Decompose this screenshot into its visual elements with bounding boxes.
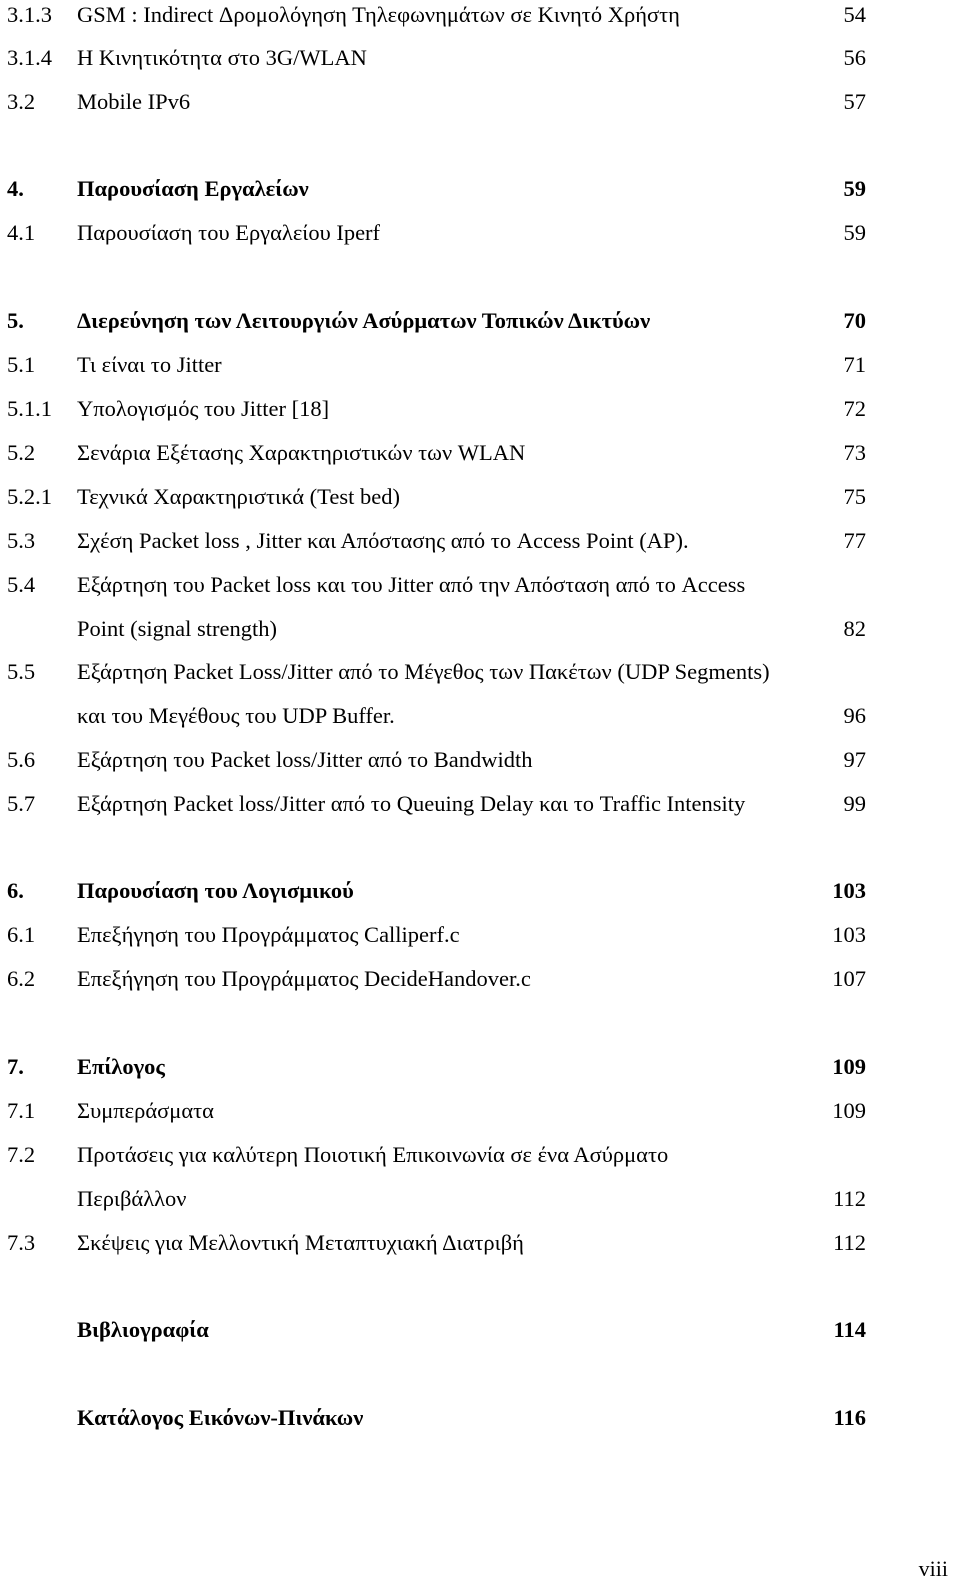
toc-entry-number: 5.6 — [7, 747, 36, 772]
toc-entry-number: 3.1.3 — [7, 2, 52, 27]
toc-entry-page: 59 — [843, 176, 866, 201]
toc-entry[interactable] — [0, 174, 960, 218]
toc-entry[interactable] — [0, 0, 960, 44]
toc-entry-title: Διερεύνηση των Λειτουργιών Ασύρματων Τοπικών Δικτύων — [77, 308, 651, 333]
toc-entry-title: Περιβάλλον — [77, 1186, 187, 1211]
toc-entry-number: 5.5 — [7, 659, 36, 684]
toc-entry-page: 75 — [843, 484, 866, 509]
toc-entry[interactable] — [0, 306, 960, 350]
toc-entry-number: 6.2 — [7, 966, 36, 991]
toc-entry-title: Παρουσίαση Εργαλείων — [77, 176, 309, 201]
toc-entry[interactable] — [0, 438, 960, 482]
toc-entry-page: 73 — [843, 440, 866, 465]
toc-entry-page: 116 — [833, 1405, 866, 1430]
toc-entry-number: 7.3 — [7, 1230, 36, 1255]
toc-entry-number: 5.3 — [7, 528, 36, 553]
toc-entry[interactable] — [0, 218, 960, 262]
toc-entry-page: 112 — [833, 1230, 866, 1255]
toc-entry-title: Η Κινητικότητα στο 3G/WLAN — [77, 45, 367, 70]
toc-entry-page: 71 — [843, 352, 866, 377]
toc-entry-title: Point (signal strength) — [77, 616, 277, 641]
toc-entry-number: 3.2 — [7, 89, 36, 114]
toc-entry-page: 82 — [843, 616, 866, 641]
toc-entry[interactable] — [0, 87, 960, 131]
toc-entry-number: 5.4 — [7, 572, 36, 597]
toc-entry[interactable] — [0, 482, 960, 526]
toc-entry-title: Σχέση Packet loss , Jitter και Απόστασης από το Access Point (AP). — [77, 528, 689, 553]
toc-entry-title: Προτάσεις για καλύτερη Ποιοτική Επικοινωνία σε ένα Ασύρματο — [77, 1142, 669, 1167]
toc-entry-title: Τι είναι το Jitter — [77, 352, 222, 377]
toc-entry-number: 7. — [7, 1054, 24, 1079]
toc-entry[interactable] — [0, 1403, 960, 1447]
toc-entry[interactable] — [0, 1140, 960, 1184]
toc-entry[interactable] — [0, 1096, 960, 1140]
page-number: viii — [918, 1556, 948, 1581]
toc-entry-page: 114 — [833, 1317, 866, 1342]
toc-entry-number: 3.1.4 — [7, 45, 52, 70]
toc-entry-number: 6. — [7, 878, 24, 903]
toc-entry-number: 4.1 — [7, 220, 36, 245]
toc-entry-page: 112 — [833, 1186, 866, 1211]
toc-entry-number: 7.2 — [7, 1142, 36, 1167]
toc-entry-page: 59 — [843, 220, 866, 245]
toc-entry-title: Επεξήγηση του Προγράμματος DecideHandover.c — [77, 966, 531, 991]
toc-entry-title: Εξάρτηση του Packet loss/Jitter από το Bandwidth — [77, 747, 533, 772]
toc-entry-title: Παρουσίαση του Λογισμικού — [77, 878, 354, 903]
toc-entry-number: 5. — [7, 308, 24, 333]
toc-entry[interactable] — [0, 964, 960, 1008]
toc-entry-page: 54 — [843, 2, 866, 27]
toc-entry-number: 5.1 — [7, 352, 36, 377]
toc-entry-number: 4. — [7, 176, 24, 201]
toc-entry[interactable] — [0, 570, 960, 614]
toc-entry[interactable] — [0, 701, 960, 745]
toc-entry-page: 109 — [832, 1054, 866, 1079]
toc-entry-title: Επεξήγηση του Προγράμματος Calliperf.c — [77, 922, 460, 947]
toc-entry[interactable] — [0, 1184, 960, 1228]
toc-entry-title: Εξάρτηση Packet loss/Jitter από το Queuing Delay και το Traffic Intensity — [77, 791, 746, 816]
toc-entry-page: 99 — [843, 791, 866, 816]
toc-entry[interactable] — [0, 394, 960, 438]
toc-entry[interactable] — [0, 350, 960, 394]
toc-entry-title: Υπολογισμός του Jitter [18] — [77, 396, 330, 421]
toc-entry-page: 97 — [843, 747, 866, 772]
toc-entry[interactable] — [0, 614, 960, 658]
toc-entry[interactable] — [0, 745, 960, 789]
toc-entry[interactable] — [0, 526, 960, 570]
toc-entry-number: 5.1.1 — [7, 396, 52, 421]
toc-entry-page: 103 — [832, 878, 866, 903]
toc-entry-number: 5.7 — [7, 791, 36, 816]
toc-entry-page: 107 — [832, 966, 866, 991]
toc-entry-title: Κατάλογος Εικόνων-Πινάκων — [77, 1405, 364, 1430]
toc-entry-number: 7.1 — [7, 1098, 36, 1123]
toc-entry-page: 77 — [843, 528, 866, 553]
toc-entry-page: 103 — [832, 922, 866, 947]
toc-entry[interactable] — [0, 1315, 960, 1359]
toc-entry[interactable] — [0, 657, 960, 701]
toc-entry[interactable] — [0, 43, 960, 87]
toc-entry-title: Εξάρτηση Packet Loss/Jitter από το Μέγεθος των Πακέτων (UDP Segments) — [77, 659, 770, 684]
toc-entry[interactable] — [0, 876, 960, 920]
toc-entry[interactable] — [0, 1052, 960, 1096]
toc-entry-page: 109 — [832, 1098, 866, 1123]
toc-entry[interactable] — [0, 920, 960, 964]
toc-entry-number: 5.2 — [7, 440, 36, 465]
toc-entry-number: 5.2.1 — [7, 484, 52, 509]
toc-entry-title: Συμπεράσματα — [77, 1098, 214, 1123]
toc-entry-title: Επίλογος — [77, 1054, 165, 1079]
toc-entry-title: Σενάρια Εξέτασης Χαρακτηριστικών των WLAN — [77, 440, 526, 465]
toc-entry-title: Εξάρτηση του Packet loss και του Jitter από την Απόσταση από το Access — [77, 572, 746, 597]
toc-entry[interactable] — [0, 789, 960, 833]
toc-entry-page: 72 — [843, 396, 866, 421]
toc-entry-title: Τεχνικά Χαρακτηριστικά (Test bed) — [77, 484, 400, 509]
toc-entry-page: 56 — [843, 45, 866, 70]
toc-entry[interactable] — [0, 1228, 960, 1272]
toc-entry-page: 57 — [843, 89, 866, 114]
toc-entry-page: 96 — [843, 703, 866, 728]
toc-entry-title: και του Μεγέθους του UDP Buffer. — [77, 703, 395, 728]
toc-entry-title: Σκέψεις για Μελλοντική Μεταπτυχιακή Διατριβή — [77, 1230, 524, 1255]
toc-entry-title: Βιβλιογραφία — [77, 1317, 209, 1342]
toc-entry-title: Mobile IPv6 — [77, 89, 191, 114]
toc-entry-title: Παρουσίαση του Εργαλείου Iperf — [77, 220, 381, 245]
toc-entry-page: 70 — [843, 308, 866, 333]
toc-entry-number: 6.1 — [7, 922, 36, 947]
toc-entry-title: GSM : Indirect Δρομολόγηση Τηλεφωνημάτων σε Κινητό Χρήστη — [77, 2, 680, 27]
